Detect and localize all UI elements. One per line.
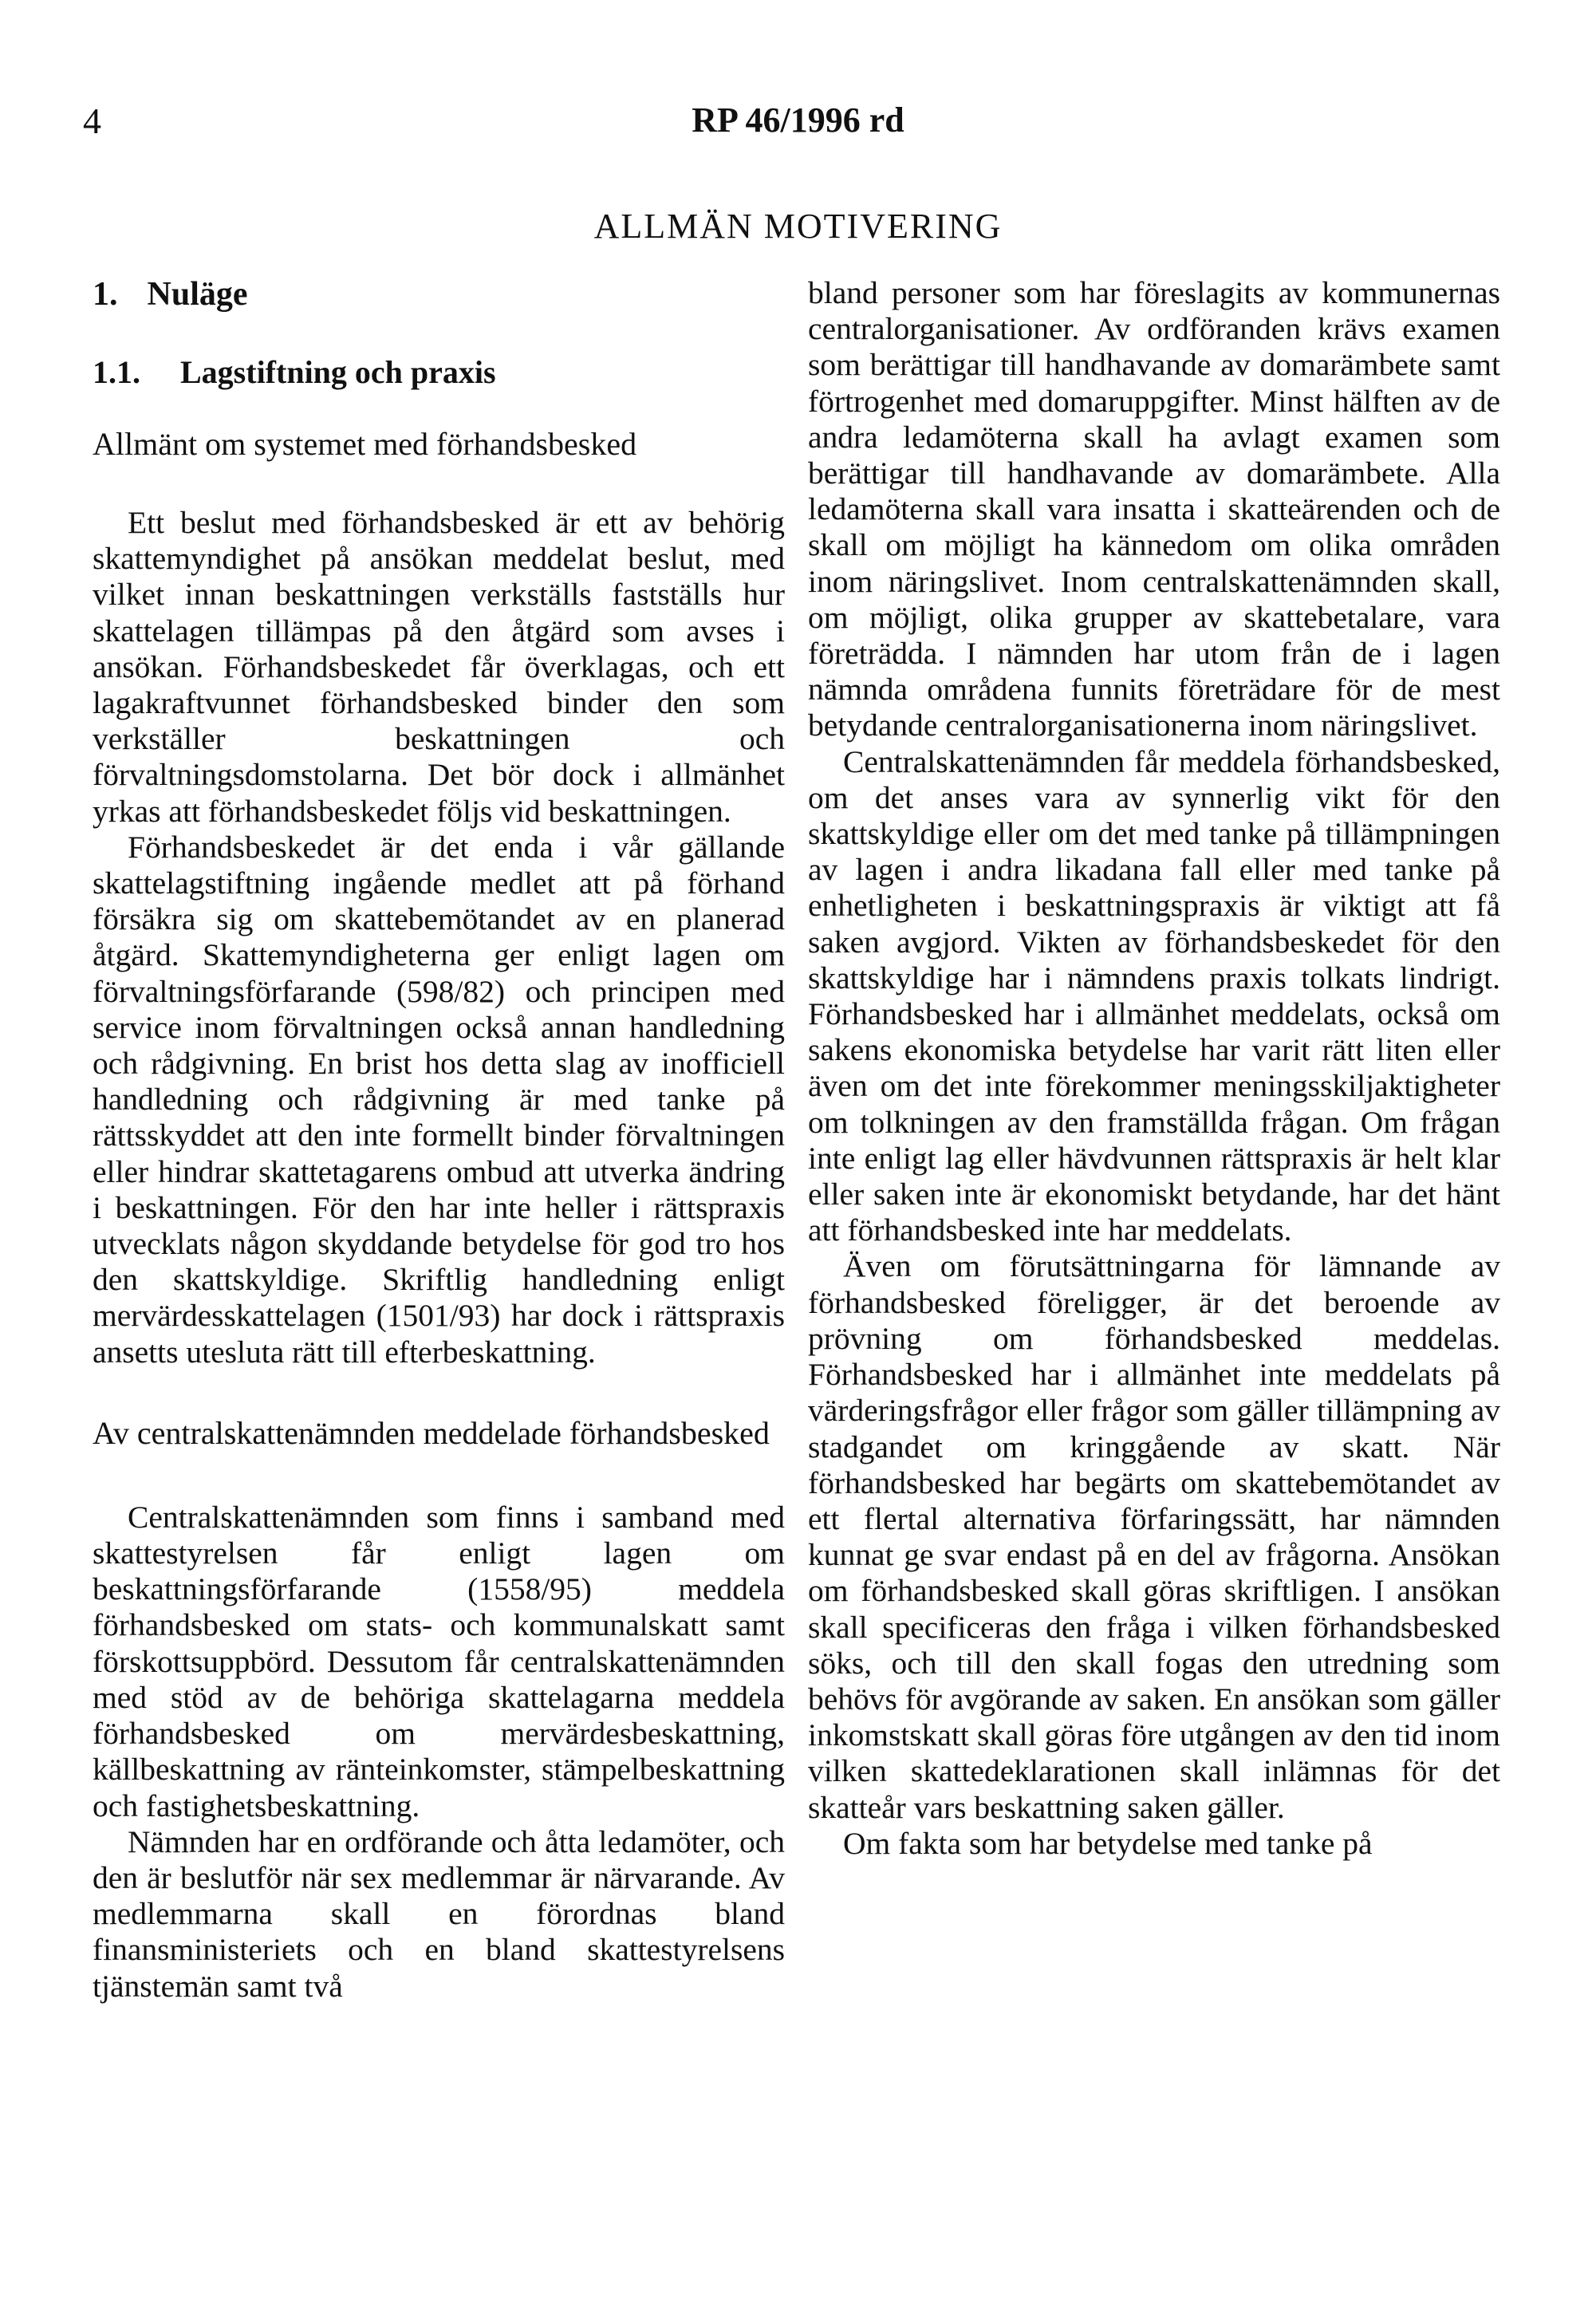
- left-column: [93, 275, 785, 2004]
- heading-general-system: Allmänt om systemet med förhandsbesked: [93, 426, 637, 462]
- subsection-heading: [93, 353, 785, 392]
- heading-central-tax-board: Av centralskattenämnden meddelade förhandsbesked: [93, 1414, 770, 1451]
- paragraph: Centralskattenämnden som finns i samband med skattestyrelsen får enligt lagen om beskattningsförfarande (1558/95) meddela förhandsbesked om stats- och kommunalskatt samt förskottsuppbörd. Dessutom får centralskattenämnden med stöd av de behöriga skattelagarna meddela förhandsbesked om mervärdesbeskattning, källbeskattning av ränteinkomster, stämpelbeskattning och fastighetsbeskattning.: [93, 1499, 785, 1823]
- section-heading: [93, 275, 785, 313]
- section-title: Nuläge: [147, 276, 248, 313]
- paragraph: Nämnden har en ordförande och åtta ledamöter, och den är beslutför när sex medlemmar är närvarande. Av medlemmarna skall en förordnas bland finansministeriets och en bland skattestyrelsens tjänstemän samt två: [93, 1823, 785, 2004]
- running-head: RP 46/1996 rd: [692, 101, 904, 140]
- right-column: [808, 275, 1500, 1862]
- paragraph: Ett beslut med förhandsbesked är ett av behörig skattemyndighet på ansökan meddelat beslut, med vilket innan beskattningen verkställs fastställs hur skattelagen tillämpas på den åtgärd som avses i ansökan. Förhandsbeskedet får överklagas, och ett lagakraftvunnet förhandsbesked binder den som verkställer beskattningen och förvaltningsdomstolarna. Det bör dock i allmänhet yrkas att förhandsbeskedet följs vid beskattningen.: [93, 505, 785, 829]
- section-number: 1.: [93, 276, 118, 313]
- subsection-number: 1.1.: [93, 354, 140, 390]
- paragraph: Centralskattenämnden får meddela förhandsbesked, om det anses vara av synnerlig vikt för den skattskyldige eller om det med tanke på tillämpningen av lagen i andra likadana fall eller med tanke på enhetligheten i beskattningspraxis är viktigt att få saken avgjord. Vikten av förhandsbeskedet för den skattskyldige har i nämndens praxis tolkats lindrigt. Förhandsbesked har i allmänhet meddelats, också om sakens ekonomiska betydelse har varit rätt liten eller även om det inte förekommer meningsskiljaktigheter om tolkningen av den framställda frågan. Om frågan inte enligt lag eller hävdvunnen rättspraxis är helt klar eller saken inte är ekonomiskt betydande, har det hänt att förhandsbesked inte har meddelats.: [808, 743, 1500, 1248]
- page-number: 4: [83, 101, 101, 141]
- paragraph: Om fakta som har betydelse med tanke på: [843, 1825, 1373, 1861]
- paragraph: Förhandsbeskedet är det enda i vår gällande skattelagstiftning ingående medlet att på förhand försäkra sig om skattebemötandet av en planerad åtgärd. Skattemyndigheterna ger enligt lagen om förvaltningsförfarande (598/82) och principen med service inom förvaltningen också annan handledning och rådgivning. En brist hos detta slag av inofficiell handledning och rådgivning är med tanke på rättsskyddet att den inte formellt binder förvaltningen eller hindrar skattetagarens ombud att utverka ändring i beskattningen. För den har inte heller i rättspraxis utvecklats någon skyddande betydelse för god tro hos den skattskyldige. Skriftlig handledning enligt mervärdesskattelagen (1501/93) har dock i rättspraxis ansetts utesluta rätt till efterbeskattning.: [93, 829, 785, 1370]
- subsection-title: Lagstiftning och praxis: [180, 354, 496, 390]
- main-title: ALLMÄN MOTIVERING: [593, 207, 1003, 246]
- paragraph: Även om förutsättningarna för lämnande av förhandsbesked föreligger, är det beroende av prövning om förhandsbesked meddelas. Förhandsbesked har i allmänhet inte meddelats på värderingsfrågor eller frågor som gäller tillämpning av stadgandet om kringgående av skatt. När förhandsbesked har begärts om skattebemötandet av ett flertal alternativa förfaringssätt, har nämnden kunnat ge svar endast på en del av frågorna. Ansökan om förhandsbesked skall göras skriftligen. I ansökan skall specificeras den fråga i vilken förhandsbesked söks, och till den skall fogas den utredning som behövs för avgörande av saken. En ansökan som gäller inkomstskatt skall göras före utgången av den tid inom vilken skattedeklarationen skall inlämnas för det skatteår vars beskattning saken gäller.: [808, 1248, 1500, 1825]
- paragraph: bland personer som har föreslagits av kommunernas centralorganisationer. Av ordföranden krävs examen som berättigar till handhavande av domarämbete samt förtrogenhet med domaruppgifter. Minst hälften av de andra ledamöterna skall ha avlagt examen som berättigar till handhavande av domarämbete. Alla ledamöterna skall vara insatta i skatteärenden och de skall om möjligt ha kännedom om olika områden inom näringslivet. Inom centralskattenämnden skall, om möjligt, olika grupper av skattebetalare, vara företrädda. I nämnden har utom från de i lagen nämnda områdena funnits företrädare för de mest betydande centralorganisationerna inom näringslivet.: [808, 275, 1500, 743]
